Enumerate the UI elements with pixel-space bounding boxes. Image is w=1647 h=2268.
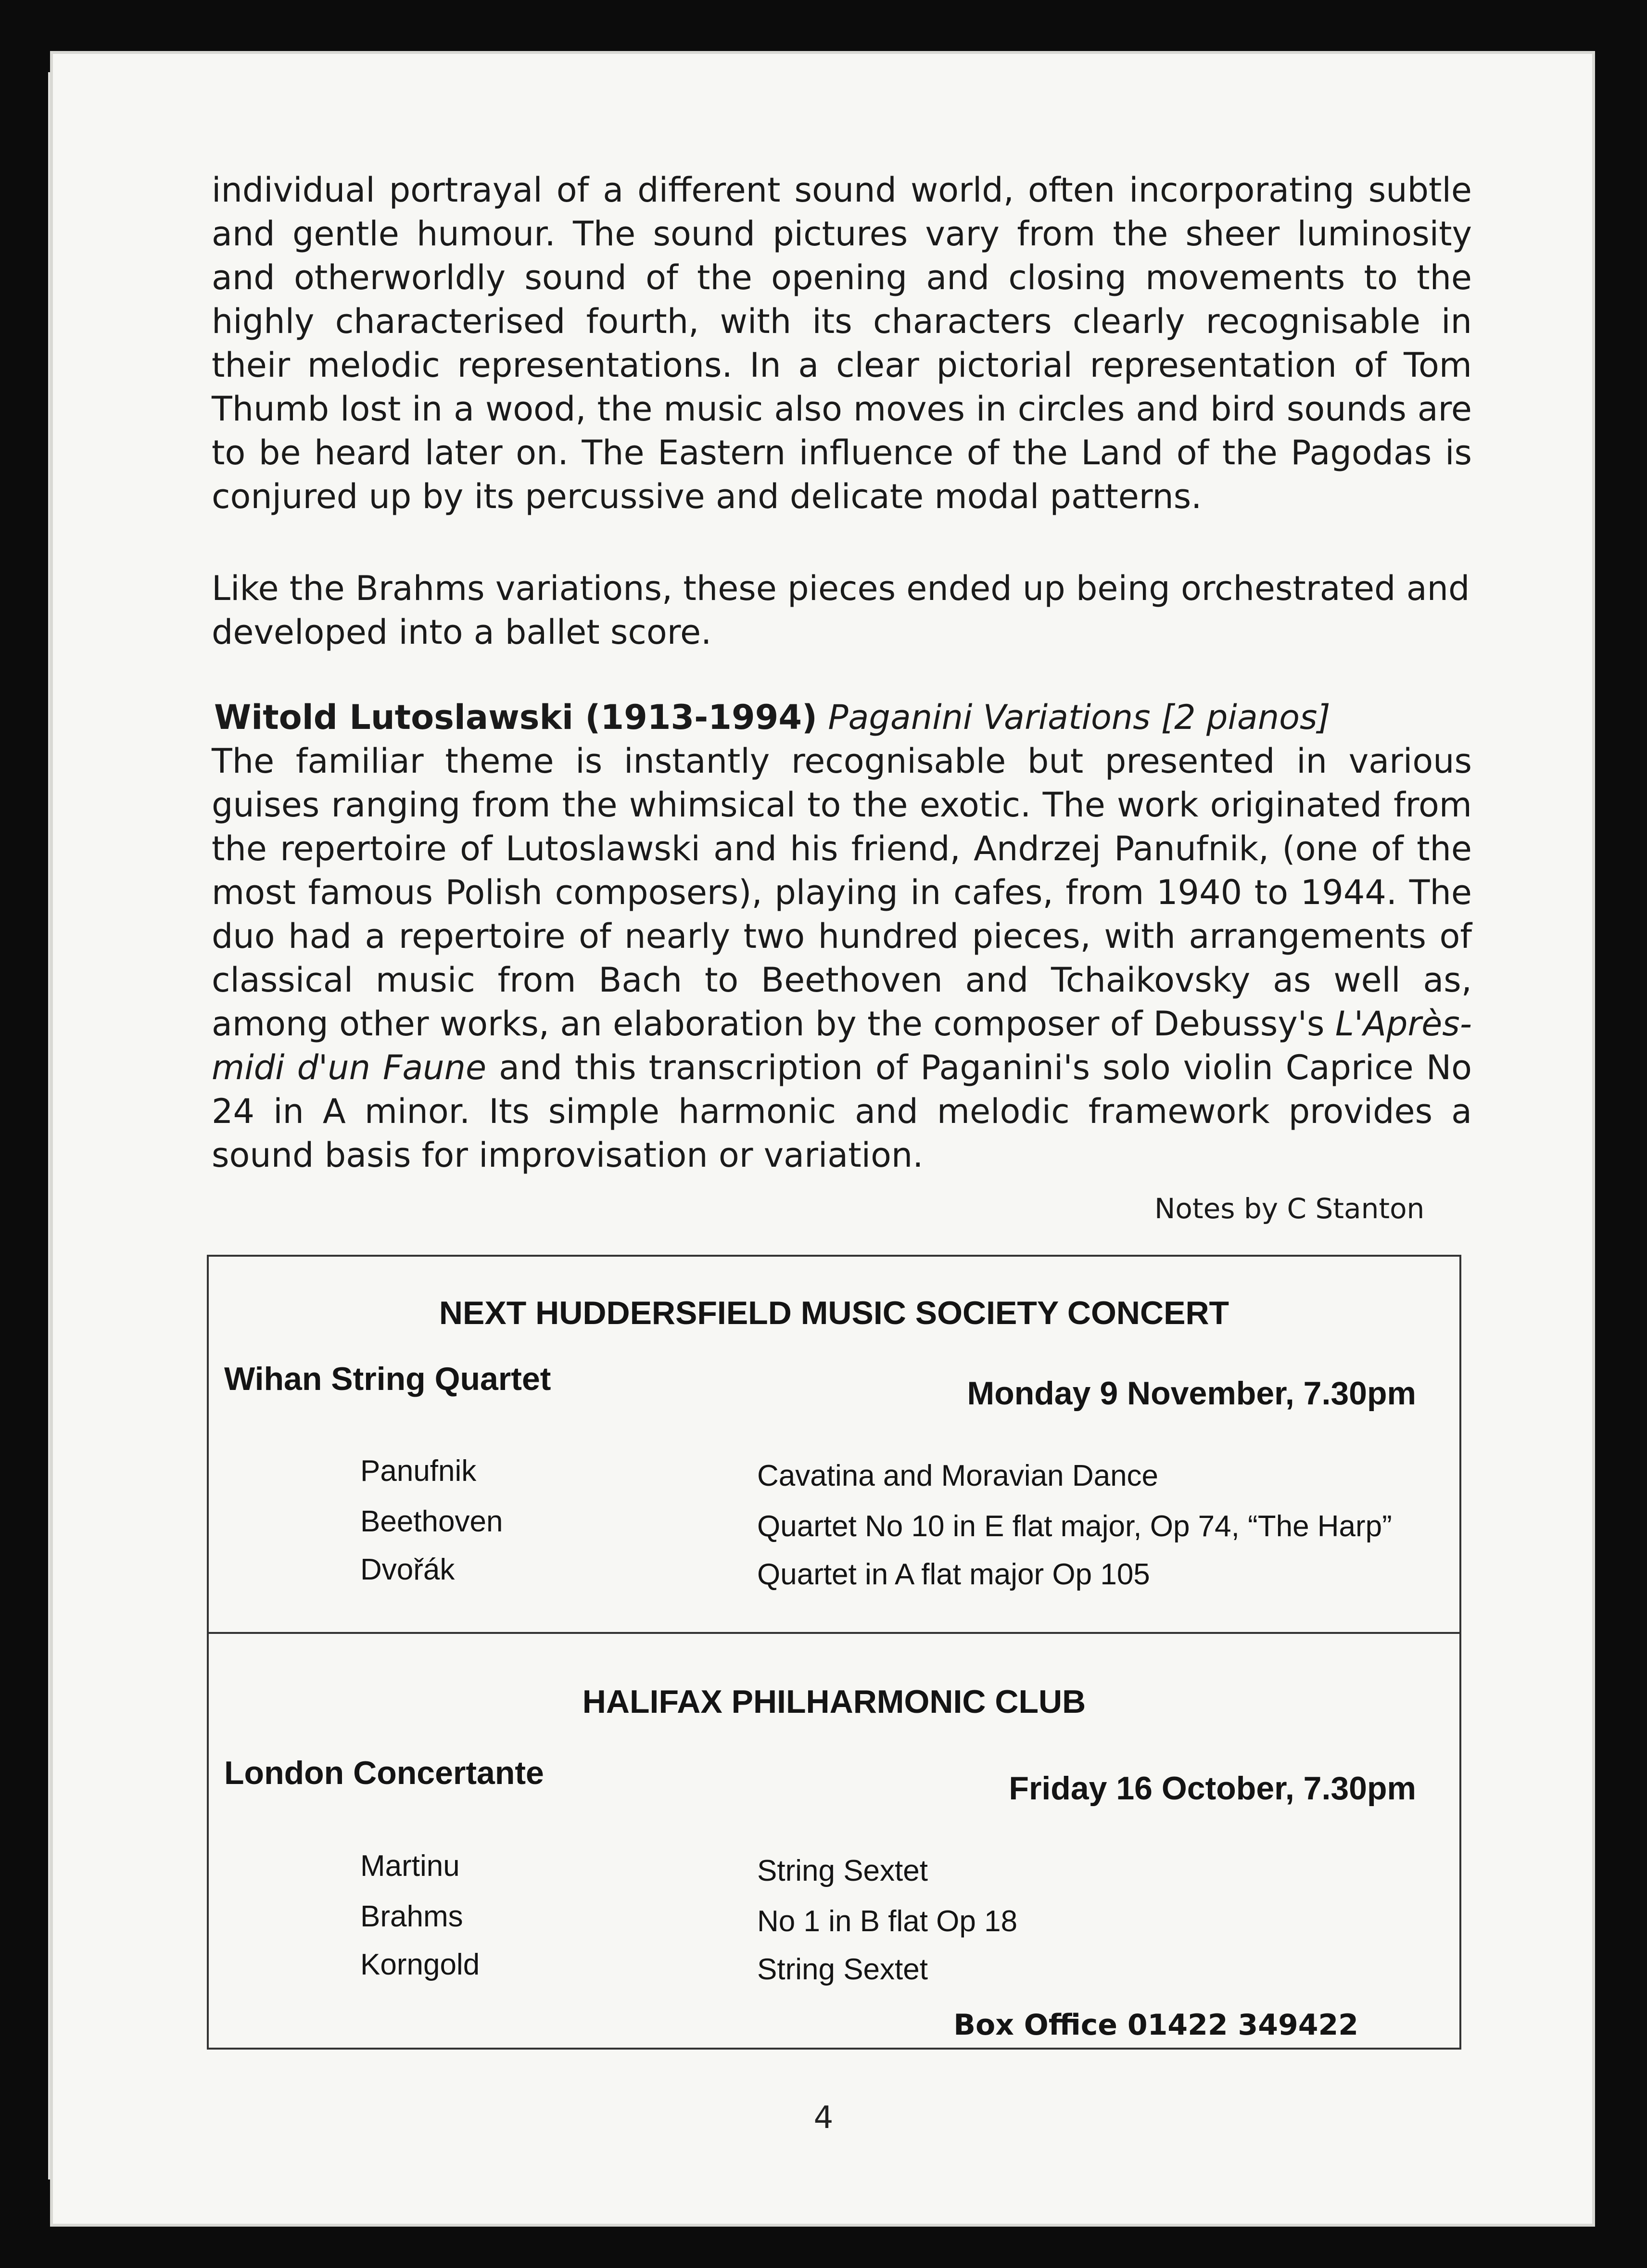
program-composer: Brahms (360, 1900, 463, 1933)
program-composer: Dvořák (360, 1553, 455, 1586)
concert-date: Friday 16 October, 7.30pm (1009, 1770, 1416, 1807)
program-work: No 1 in B flat Op 18 (757, 1905, 1018, 1938)
composer-heading: Witold Lutoslawski (1913-1994) (214, 698, 818, 737)
program-work: Quartet in A flat major Op 105 (757, 1558, 1150, 1591)
article-paragraph: Like the Brahms variations, these pieces ended up being orchestrated and developed into a ballet score. (212, 569, 1470, 652)
program-composer: Beethoven (360, 1505, 503, 1538)
concert-box-halifax (207, 1630, 1461, 2050)
program-work: String Sextet (757, 1953, 928, 1986)
box-office: Box Office 01422 349422 (953, 2008, 1358, 2042)
program-work: Quartet No 10 in E flat major, Op 74, “The Harp” (757, 1510, 1392, 1543)
ensemble-name: Wihan String Quartet (224, 1361, 551, 1397)
paragraph-text: The familiar theme is instantly recognisable but presented in various guises ranging from the whimsical to the exotic. The work originated from the repertoire of Lutoslawski and his friend, Andrzej Panufnik, (one of the most famous Polish composers), playing in cafes, from 1940 to 1944. The duo had a repertoire of nearly two hundred pieces, with arrangements of classical music from Bach to Beethoven and Tchaikovsky as well as, among other works, an elaboration by the composer of Debussy's (212, 741, 1472, 1044)
italic-work-title: L'Après-midi d'un Faune (212, 1004, 1472, 1087)
section-heading (214, 696, 1330, 739)
work-title: Paganini Variations [2 pianos] (828, 698, 1330, 737)
program-work: Cavatina and Moravian Dance (757, 1459, 1159, 1492)
concert-title: HALIFAX PHILHARMONIC CLUB (582, 1683, 1086, 1720)
article-paragraph: individual portrayal of a different sound world, often incorporating subtle and gentle humour. The sound pictures vary from the sheer luminosity and otherworldly sound of the opening and closing movements to the highly characterised fourth, with its characters clearly recognisable in their melodic representations. In a clear pictorial representation of Tom Thumb lost in a wood, the music also moves in circles and bird sounds are to be heard later on. The Eastern influence of the Land of the Pagodas is conjured up by its percussive and delicate modal patterns. (212, 170, 1472, 516)
program-composer: Martinu (360, 1849, 460, 1883)
program-composer: Korngold (360, 1948, 480, 1981)
program-work: String Sextet (757, 1854, 928, 1887)
program-composer: Panufnik (360, 1454, 477, 1488)
notes-credit: Notes by C Stanton (1154, 1192, 1425, 1225)
ensemble-name: London Concertante (224, 1755, 544, 1791)
article-paragraph (212, 739, 1472, 1177)
concert-box-huddersfield (207, 1255, 1461, 1634)
concert-date: Monday 9 November, 7.30pm (967, 1375, 1416, 1412)
page-number: 4 (813, 2100, 834, 2136)
concert-title: NEXT HUDDERSFIELD MUSIC SOCIETY CONCERT (439, 1295, 1229, 1331)
paragraph-text: and this transcription of Paganini's solo violin Caprice No 24 in A minor. Its simple harmonic and melodic framework provides a sound basis for improvisation or variation. (212, 1048, 1472, 1175)
